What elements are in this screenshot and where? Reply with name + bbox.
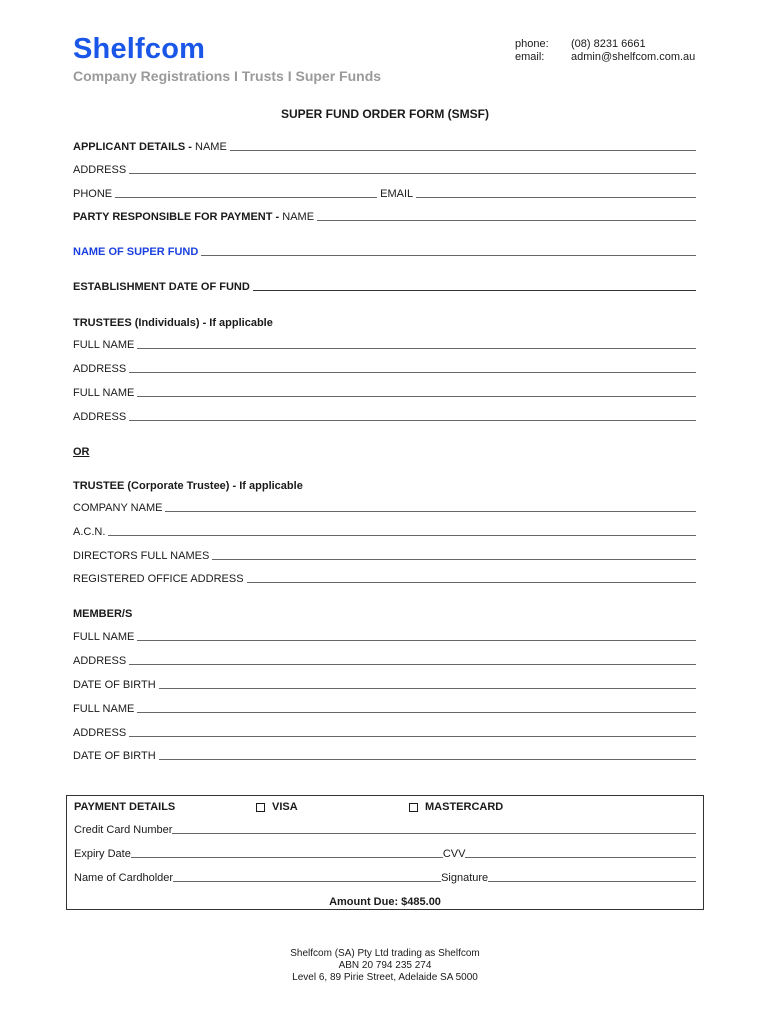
member-address-label: ADDRESS bbox=[73, 727, 127, 739]
trustee-2-name-field[interactable] bbox=[137, 396, 696, 397]
applicant-phone-field[interactable] bbox=[115, 197, 377, 198]
trustee-corporate-heading: TRUSTEE (Corporate Trustee) - If applicable bbox=[73, 480, 303, 492]
amount-due: Amount Due: $485.00 bbox=[329, 896, 441, 908]
fund-name-field[interactable] bbox=[201, 255, 696, 256]
form-title: SUPER FUND ORDER FORM (SMSF) bbox=[281, 107, 489, 121]
member-2-name-field[interactable] bbox=[137, 712, 696, 713]
company-logo: Shelfcom bbox=[73, 33, 206, 65]
payment-details-box bbox=[66, 795, 704, 910]
trustee-full-name-label: FULL NAME bbox=[73, 339, 135, 351]
fund-name-row bbox=[73, 246, 696, 258]
member-1-dob-field[interactable] bbox=[159, 688, 696, 689]
member-2-address-row bbox=[73, 727, 696, 739]
member-1-name-field[interactable] bbox=[137, 640, 696, 641]
directors-field[interactable] bbox=[212, 559, 696, 560]
member-2-name-row bbox=[73, 703, 696, 715]
directors-row bbox=[73, 550, 696, 562]
trustee-1-name-row bbox=[73, 339, 696, 351]
applicant-name-row bbox=[73, 141, 696, 153]
email-label: email: bbox=[515, 51, 545, 63]
applicant-email-field[interactable] bbox=[416, 197, 696, 198]
contact-labels bbox=[515, 38, 549, 64]
cardholder-field[interactable] bbox=[173, 881, 441, 882]
mastercard-option[interactable] bbox=[409, 801, 503, 813]
acn-label: A.C.N. bbox=[73, 526, 106, 538]
trustee-1-address-row bbox=[73, 363, 696, 375]
visa-label: VISA bbox=[272, 801, 298, 813]
card-number-row bbox=[74, 824, 696, 836]
trustee-address-label: ADDRESS bbox=[73, 411, 127, 423]
member-1-address-field[interactable] bbox=[129, 664, 696, 665]
member-2-dob-row bbox=[73, 750, 696, 762]
applicant-contact-row bbox=[73, 188, 696, 200]
expiry-cvv-row bbox=[74, 848, 696, 860]
member-dob-label: DATE OF BIRTH bbox=[73, 679, 156, 691]
trustee-2-address-field[interactable] bbox=[129, 420, 696, 421]
card-number-label: Credit Card Number bbox=[74, 824, 173, 836]
mastercard-checkbox[interactable] bbox=[409, 803, 418, 812]
applicant-address-row bbox=[73, 164, 696, 176]
applicant-address-field[interactable] bbox=[129, 173, 696, 174]
member-1-dob-row bbox=[73, 679, 696, 691]
party-payment-row bbox=[73, 211, 696, 223]
company-tagline: Company Registrations I Trusts I Super Funds bbox=[73, 68, 382, 84]
acn-row bbox=[73, 526, 696, 538]
applicant-address-label: ADDRESS bbox=[73, 164, 127, 176]
trustee-full-name-label: FULL NAME bbox=[73, 387, 135, 399]
footer-abn: ABN 20 794 235 274 bbox=[338, 960, 432, 971]
member-full-name-label: FULL NAME bbox=[73, 631, 135, 643]
visa-checkbox[interactable] bbox=[256, 803, 265, 812]
payment-heading: PAYMENT DETAILS bbox=[74, 801, 176, 813]
cardholder-row bbox=[74, 872, 696, 884]
card-number-field[interactable] bbox=[172, 833, 696, 834]
footer-address: Level 6, 89 Pirie Street, Adelaide SA 5000 bbox=[292, 972, 478, 983]
phone-label: phone: bbox=[515, 38, 549, 50]
trustee-address-label: ADDRESS bbox=[73, 363, 127, 375]
member-address-label: ADDRESS bbox=[73, 655, 127, 667]
office-address-label: REGISTERED OFFICE ADDRESS bbox=[73, 573, 244, 585]
fund-name-label: NAME OF SUPER FUND bbox=[73, 246, 199, 258]
cardholder-label: Name of Cardholder bbox=[74, 872, 174, 884]
company-name-row bbox=[73, 502, 696, 514]
directors-label: DIRECTORS FULL NAMES bbox=[73, 550, 210, 562]
establishment-label: ESTABLISHMENT DATE OF FUND bbox=[73, 281, 250, 293]
expiry-label: Expiry Date bbox=[74, 848, 131, 860]
cvv-field[interactable] bbox=[465, 857, 696, 858]
members-heading: MEMBER/S bbox=[73, 608, 133, 620]
member-full-name-label: FULL NAME bbox=[73, 703, 135, 715]
party-heading: PARTY RESPONSIBLE FOR PAYMENT - NAME bbox=[73, 211, 315, 223]
acn-field[interactable] bbox=[108, 535, 696, 536]
applicant-email-label: EMAIL bbox=[380, 188, 414, 200]
establishment-row bbox=[73, 281, 696, 293]
member-dob-label: DATE OF BIRTH bbox=[73, 750, 156, 762]
trustee-2-address-row bbox=[73, 411, 696, 423]
footer-company: Shelfcom (SA) Pty Ltd trading as Shelfcom bbox=[290, 948, 480, 959]
office-address-row bbox=[73, 573, 696, 585]
expiry-field[interactable] bbox=[131, 857, 443, 858]
company-name-field[interactable] bbox=[165, 511, 696, 512]
member-2-address-field[interactable] bbox=[129, 736, 696, 737]
visa-option[interactable] bbox=[256, 801, 298, 813]
member-1-name-row bbox=[73, 631, 696, 643]
member-2-dob-field[interactable] bbox=[159, 759, 696, 760]
email-value[interactable]: admin@shelfcom.com.au bbox=[571, 51, 696, 63]
contact-values bbox=[571, 38, 695, 64]
office-address-field[interactable] bbox=[247, 582, 696, 583]
footer bbox=[0, 948, 770, 984]
member-1-address-row bbox=[73, 655, 696, 667]
establishment-field[interactable] bbox=[253, 290, 696, 291]
applicant-heading: APPLICANT DETAILS - NAME bbox=[73, 141, 227, 153]
trustee-2-name-row bbox=[73, 387, 696, 399]
phone-value: (08) 8231 6661 bbox=[571, 38, 646, 50]
company-name-label: COMPANY NAME bbox=[73, 502, 163, 514]
applicant-name-field[interactable] bbox=[230, 150, 696, 151]
trustee-1-address-field[interactable] bbox=[129, 372, 696, 373]
party-name-field[interactable] bbox=[317, 220, 696, 221]
trustee-1-name-field[interactable] bbox=[137, 348, 696, 349]
signature-field[interactable] bbox=[488, 881, 696, 882]
trustees-individual-heading: TRUSTEES (Individuals) - If applicable bbox=[73, 317, 273, 329]
mastercard-label: MASTERCARD bbox=[425, 801, 504, 813]
applicant-phone-label: PHONE bbox=[73, 188, 113, 200]
signature-label: Signature bbox=[441, 872, 489, 884]
cvv-label: CVV bbox=[442, 848, 466, 860]
or-separator: OR bbox=[73, 446, 90, 458]
